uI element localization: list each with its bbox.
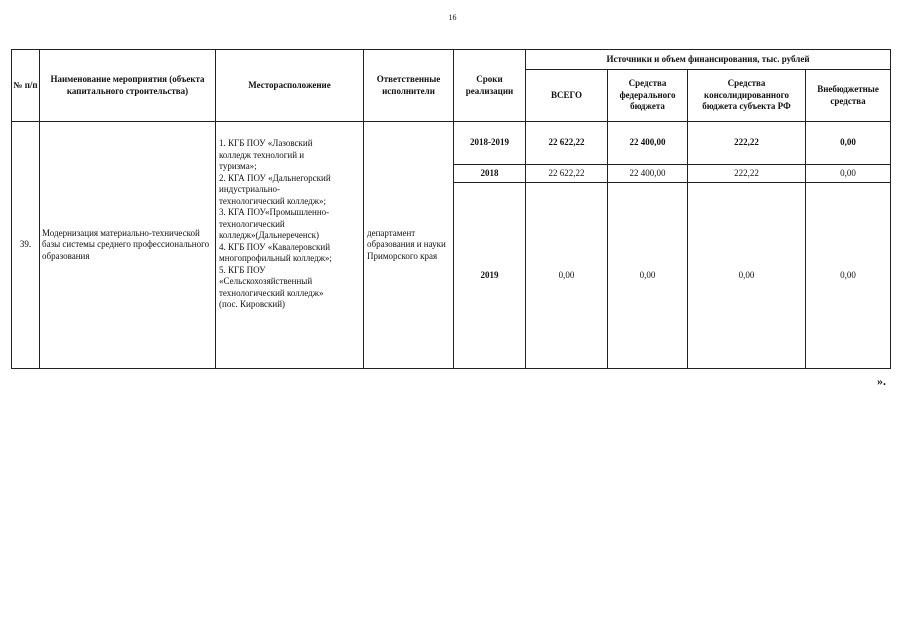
location-line: технологический [219,218,285,229]
funding-table [11,49,891,369]
header-federal: Средства федерального бюджета [608,70,688,122]
location-line: 3. КГА ПОУ«Промышленно- [219,207,330,217]
header-row [12,50,891,70]
location-line: (пос. Кировский) [219,299,286,309]
location-line: колледж технологий и [219,149,305,160]
period-term: 2018-2019 [454,122,526,165]
header-num: № п/п [12,50,40,122]
row-num: 39. [12,122,40,369]
period-federal: 0,00 [608,183,688,369]
period-extra: 0,00 [806,165,891,183]
row-location [216,122,364,369]
header-terms: Сроки реализации [454,50,526,122]
location-line: технологический колледж»; [219,195,326,206]
location-line: многопрофильный колледж»; [219,253,332,263]
location-line: индустриально- [219,184,281,194]
row-executors: департамент образования и науки Приморского края [364,122,454,369]
page-number: 16 [448,13,457,22]
period-federal: 22 400,00 [608,165,688,183]
period-regional: 222,22 [688,122,806,165]
period-total: 22 622,22 [526,122,608,165]
row-name: Модернизация материально-технической базы системы среднего профессионального образования [40,122,216,369]
location-line: туризма»; [219,161,257,171]
period-regional: 0,00 [688,183,806,369]
location-line: технологический колледж» [219,287,324,298]
header-location: Месторасположение [216,50,364,122]
table-row [12,122,891,165]
period-regional: 222,22 [688,165,806,183]
header-regional: Средства консолидированного бюджета субъекта РФ [688,70,806,122]
header-funding-group: Источники и объем финансирования, тыс. рублей [526,50,891,70]
location-line: «Сельскохозяйственный [219,276,313,286]
period-extra: 0,00 [806,122,891,165]
period-total: 0,00 [526,183,608,369]
period-term: 2019 [454,183,526,369]
location-line: 4. КГБ ПОУ «Кавалеровский [219,241,331,252]
location-line: 5. КГБ ПОУ [219,264,266,275]
header-name: Наименование мероприятия (объекта капитального строительства) [40,50,216,122]
period-extra: 0,00 [806,183,891,369]
period-federal: 22 400,00 [608,122,688,165]
period-total: 22 622,22 [526,165,608,183]
period-term: 2018 [454,165,526,183]
header-executors: Ответственные исполнители [364,50,454,122]
location-line: 2. КГА ПОУ «Дальнегорский [219,172,331,183]
header-total: ВСЕГО [526,70,608,122]
location-line: 1. КГБ ПОУ «Лазовский [219,138,313,148]
closing-quote-mark: ». [877,374,886,388]
header-extra: Внебюджетные средства [806,70,891,122]
location-line: колледж»(Дальнереченск) [219,230,320,240]
